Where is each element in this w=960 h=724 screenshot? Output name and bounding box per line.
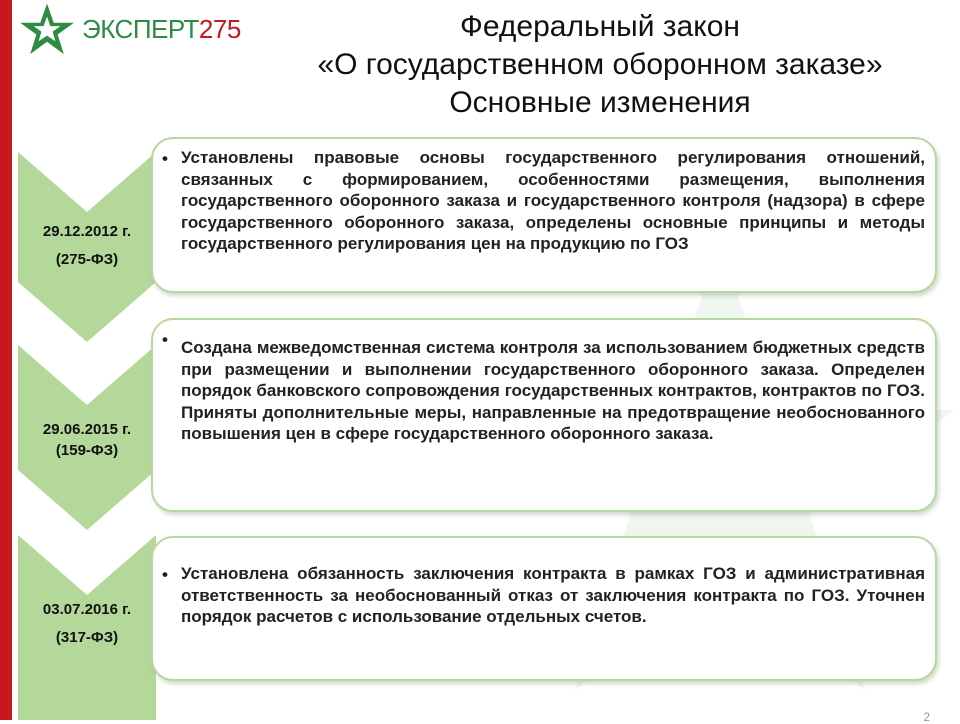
timeline-law: (275-ФЗ) [55,251,119,268]
timeline-date: 03.07.2016 г. [42,601,132,618]
change-text: Установлены правовые основы государственного регулирования отношений, связанных с формированием, особенностями размещения, выполнения государственного оборонного заказа и государственного контроля (надзора) в сфере государственного оборонного заказа, определены основные принципы и методы государственного регулирования цен на продукцию по ГОЗ [181,148,925,254]
title-line-3: Основные изменения [449,86,751,119]
timeline-chevron-2 [18,345,156,530]
timeline-chevron-1 [18,152,156,342]
bullet-icon: • [162,565,168,584]
logo-text [82,16,241,42]
timeline-date: 29.06.2015 г. [42,421,132,438]
change-card-3 [151,536,937,681]
bullet-icon: • [162,330,168,349]
title-line-2: «О государственном оборонном заказе» [317,48,883,81]
bullet-icon: • [162,149,168,168]
page-title [270,8,930,122]
change-card-1 [151,137,937,293]
logo [18,0,241,60]
logo-text-main: ЭКСПЕРТ [82,14,199,44]
title-line-1: Федеральный закон [460,10,740,43]
logo-text-number: 275 [198,14,241,44]
page-number: 2 [923,710,930,724]
change-text: Установлена обязанность заключения контракта в рамках ГОЗ и административная ответственность за необоснованный отказ от заключения контракта по ГОЗ. Уточнен порядок расчетов с использование отдельных счетов. [181,564,925,627]
timeline-chevron-3 [18,535,156,720]
change-text: Создана межведомственная система контроля за использованием бюджетных средств при размещении и выполнении государственного оборонного заказа. Определен порядок банковского сопровождения государственных контрактов, контрактов по ГОЗ. Приняты дополнительные меры, направленные на предотвращение необоснованного повышения цен в сфере государственного оборонного заказа. [181,338,925,444]
timeline-date: 29.12.2012 г. [42,223,132,240]
timeline-law: (317-ФЗ) [55,629,119,646]
change-card-2 [151,318,937,512]
star-logo-icon [18,2,76,58]
chevron-shape [18,152,156,342]
timeline-law: (159-ФЗ) [55,442,119,459]
left-accent-bar [0,0,12,720]
